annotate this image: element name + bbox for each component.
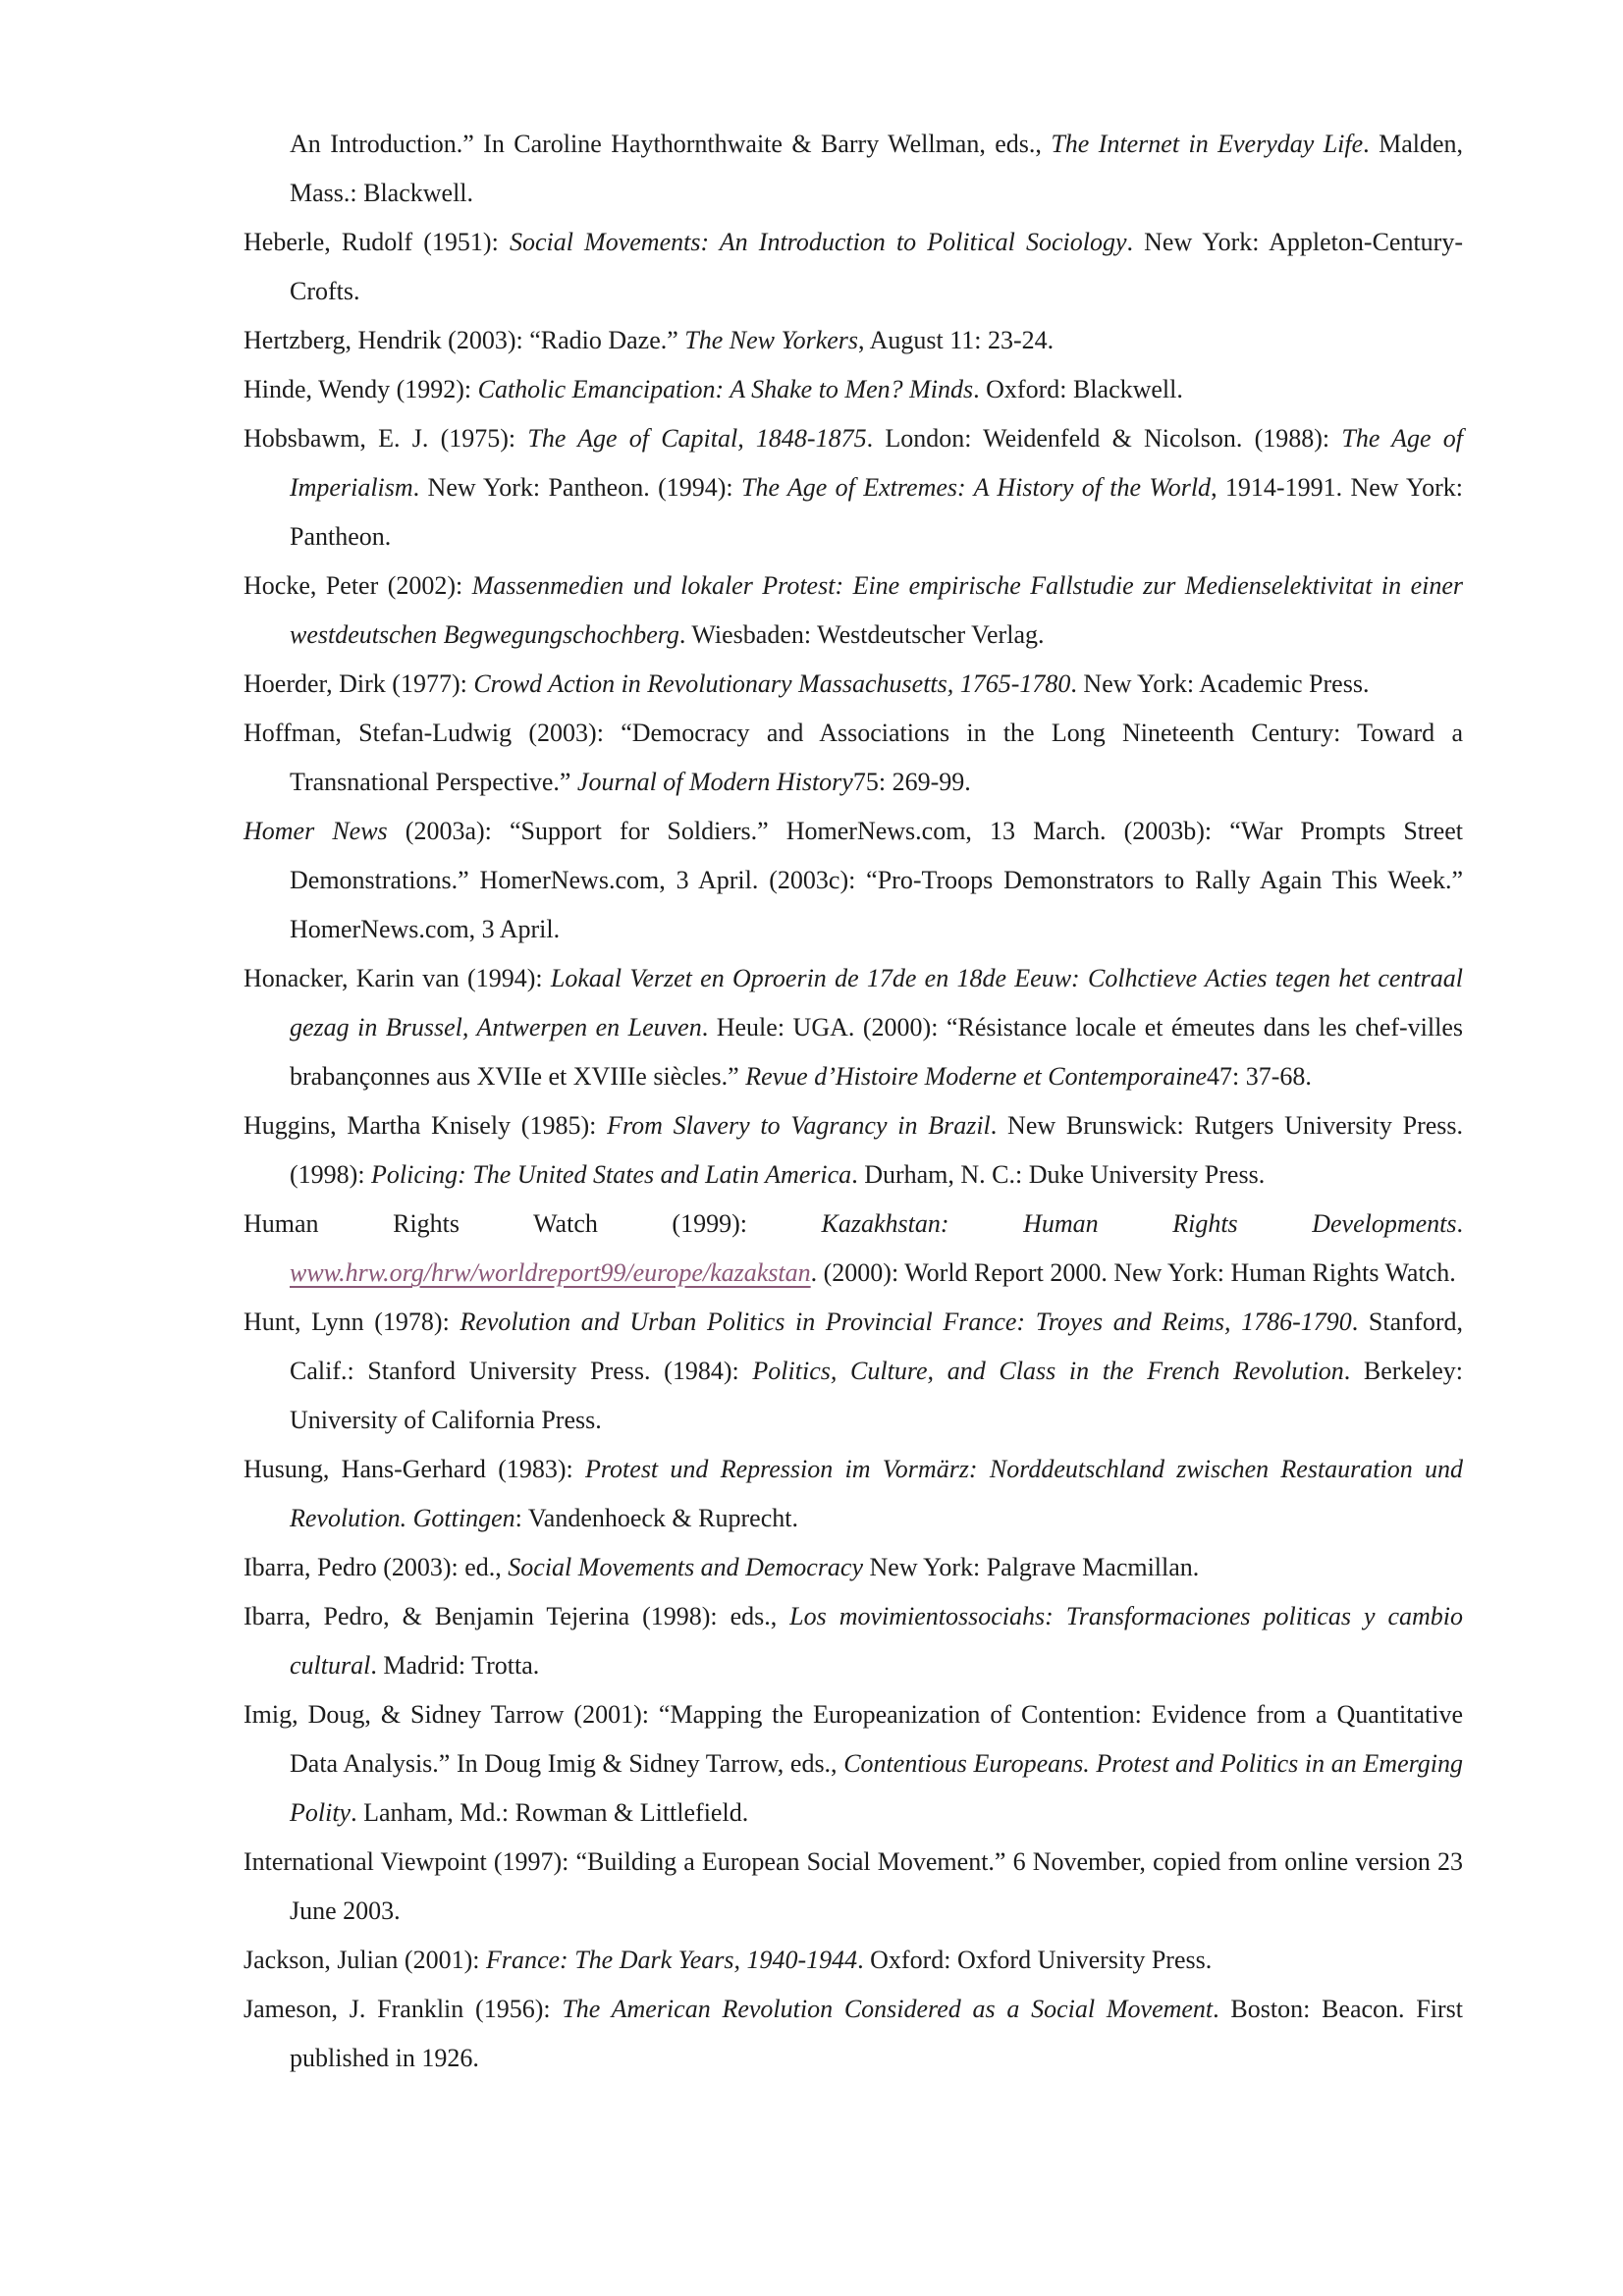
text-run: Hoerder, Dirk (1977): [243, 669, 474, 698]
italic-text-run: Los movimientossociahs: Transformaciones politicas y cambio cultural [290, 1602, 1463, 1680]
italic-text-run: Revolution and Urban Politics in Provincial France: Troyes and Reims, 1786-1790 [460, 1308, 1352, 1336]
text-run: . Boston: Beacon. First published in 1926. [290, 1995, 1463, 2072]
italic-text-run: Homer News [243, 817, 388, 845]
reference-entry [243, 316, 1463, 365]
text-run: Hoffman, Stefan-Ludwig (2003): “Democracy and Associations in the Long Nineteenth Century: Toward a Transnational Perspective.” [243, 719, 1463, 796]
reference-entry [243, 1592, 1463, 1690]
reference-entry [243, 365, 1463, 414]
text-run: . Malden, Mass.: Blackwell. [290, 130, 1463, 207]
italic-text-run: Crowd Action in Revolutionary Massachusetts, 1765-1780 [473, 669, 1071, 698]
reference-entry [243, 1936, 1463, 1985]
text-run: . Madrid: Trotta. [370, 1651, 540, 1680]
text-run: . Wiesbaden: Westdeutscher Verlag. [678, 620, 1045, 649]
text-run: . New York: Academic Press. [1070, 669, 1370, 698]
reference-entry [243, 561, 1463, 660]
reference-entry [243, 1690, 1463, 1838]
text-run: Jackson, Julian (2001): [243, 1946, 486, 1974]
reference-entry [243, 1101, 1463, 1200]
reference-entry [243, 1838, 1463, 1936]
text-run: Ibarra, Pedro, & Benjamin Tejerina (1998): eds., [243, 1602, 790, 1630]
italic-text-run: France: The Dark Years, 1940-1944 [485, 1946, 858, 1974]
text-run: Hobsbawm, E. J. (1975): [243, 424, 528, 453]
text-run: . New Brunswick: Rutgers University Press. (1998): [290, 1111, 1464, 1189]
text-run: Hunt, Lynn (1978): [243, 1308, 460, 1336]
italic-text-run: Social Movements and Democracy [508, 1553, 864, 1581]
text-run: 75: 269-99. [852, 768, 971, 796]
text-run: Jameson, J. Franklin (1956): [243, 1995, 563, 2023]
text-run: . Berkeley: University of California Press. [290, 1357, 1463, 1434]
text-run: . London: Weidenfeld & Nicolson. (1988): [866, 424, 1342, 453]
italic-text-run: Massenmedien und lokaler Protest: Eine empirische Fallstudie zur Medienselektivitat in einer westdeutschen Begwegungschochberg [290, 571, 1463, 649]
text-run: International Viewpoint (1997): “Building a European Social Movement.” 6 November, copied from online version 23 June 2003. [243, 1847, 1463, 1925]
reference-entry [243, 1445, 1463, 1543]
text-run: . New York: Appleton-Century-Crofts. [290, 228, 1463, 305]
italic-text-run: The American Revolution Considered as a Social Movement [562, 1995, 1214, 2023]
text-run: . Stanford, Calif.: Stanford University Press. (1984): [290, 1308, 1463, 1385]
text-run: (2003a): “Support for Soldiers.” HomerNews.com, 13 March. (2003b): “War Prompts Street Demonstrations.” HomerNews.com, 3 April. (2003c): “Pro-Troops Demonstrators to Rally Again This Week.” HomerNews.com, 3 April. [290, 817, 1463, 943]
text-run: New York: Palgrave Macmillan. [863, 1553, 1200, 1581]
text-run: . Oxford: Oxford University Press. [857, 1946, 1213, 1974]
italic-text-run: Journal of Modern History [576, 768, 853, 796]
text-run: Human Rights Watch (1999): [243, 1209, 822, 1238]
reference-entry [243, 660, 1463, 709]
text-run: Hocke, Peter (2002): [243, 571, 472, 600]
text-run: . New York: Pantheon. (1994): [412, 473, 741, 502]
text-run: , 1914-1991. New York: Pantheon. [290, 473, 1463, 551]
text-run: 47: 37-68. [1207, 1062, 1312, 1091]
text-run: . Heule: UGA. (2000): “Résistance locale et émeutes dans les chef-villes brabançonnes aus XVIIe et XVIIIe siècles.” [290, 1013, 1463, 1091]
text-run: Huggins, Martha Knisely (1985): [243, 1111, 608, 1140]
reference-entry [243, 218, 1463, 316]
text-run: Ibarra, Pedro (2003): ed., [243, 1553, 509, 1581]
reference-entry [243, 709, 1463, 807]
text-run: Honacker, Karin van (1994): [243, 964, 551, 992]
text-run: , August 11: 23-24. [858, 326, 1055, 354]
text-run: . (2000): World Report 2000. New York: Human Rights Watch. [810, 1258, 1456, 1287]
italic-text-run: Catholic Emancipation: A Shake to Men? Minds [477, 375, 974, 403]
italic-text-run: Social Movements: An Introduction to Political Sociology [509, 228, 1127, 256]
italic-text-run: Protest und Repression im Vormärz: Norddeutschland zwischen Restauration und Revolution. Gottingen [290, 1455, 1464, 1532]
text-run: Heberle, Rudolf (1951): [243, 228, 510, 256]
reference-entry [243, 1200, 1463, 1298]
reference-entry [243, 414, 1463, 561]
italic-text-run: The Internet in Everyday Life [1051, 130, 1364, 158]
text-run: Imig, Doug, & Sidney Tarrow (2001): “Mapping the Europeanization of Contention: Evidence from a Quantitative Data Analysis.” In Doug Imig & Sidney Tarrow, eds., [243, 1700, 1463, 1778]
text-run: Husung, Hans-Gerhard (1983): [243, 1455, 586, 1483]
italic-text-run: Contentious Europeans. Protest and Politics in an Emerging Polity [290, 1749, 1463, 1827]
italic-text-run: Politics, Culture, and Class in the French Revolution [752, 1357, 1344, 1385]
reference-entry [243, 1985, 1463, 2083]
italic-text-run: From Slavery to Vagrancy in Brazil [607, 1111, 991, 1140]
reference-entry [243, 1543, 1463, 1592]
italic-text-run: Kazakhstan: Human Rights Developments [821, 1209, 1457, 1238]
italic-text-run: The New Yorkers [684, 326, 859, 354]
italic-text-run: The Age of Imperialism [290, 424, 1463, 502]
references-list [243, 120, 1463, 2083]
reference-entry [243, 807, 1463, 954]
text-run: An Introduction.” In Caroline Haythornthwaite & Barry Wellman, eds., [290, 130, 1052, 158]
italic-text-run: Revue d’Histoire Moderne et Contemporaine [745, 1062, 1207, 1091]
italic-text-run: Policing: The United States and Latin America [371, 1160, 852, 1189]
text-run: Hinde, Wendy (1992): [243, 375, 478, 403]
reference-entry [243, 954, 1463, 1101]
text-run: : Vandenhoeck & Ruprecht. [514, 1504, 798, 1532]
text-run: . Lanham, Md.: Rowman & Littlefield. [351, 1798, 749, 1827]
reference-entry [243, 1298, 1463, 1445]
reference-link[interactable]: www.hrw.org/hrw/worldreport99/europe/kazakstan [290, 1258, 811, 1287]
text-run: . Oxford: Blackwell. [973, 375, 1183, 403]
italic-text-run: Lokaal Verzet en Oproerin de 17de en 18de Eeuw: Colhctieve Acties tegen het centraal gezag in Brussel, Antwerpen en Leuven [290, 964, 1464, 1041]
text-run: Hertzberg, Hendrik (2003): “Radio Daze.” [243, 326, 685, 354]
reference-entry [243, 120, 1463, 218]
italic-text-run: The Age of Capital, 1848-1875 [527, 424, 867, 453]
italic-text-run: The Age of Extremes: A History of the World [740, 473, 1212, 502]
text-run: . [1456, 1209, 1463, 1238]
text-run: . Durham, N. C.: Duke University Press. [851, 1160, 1266, 1189]
